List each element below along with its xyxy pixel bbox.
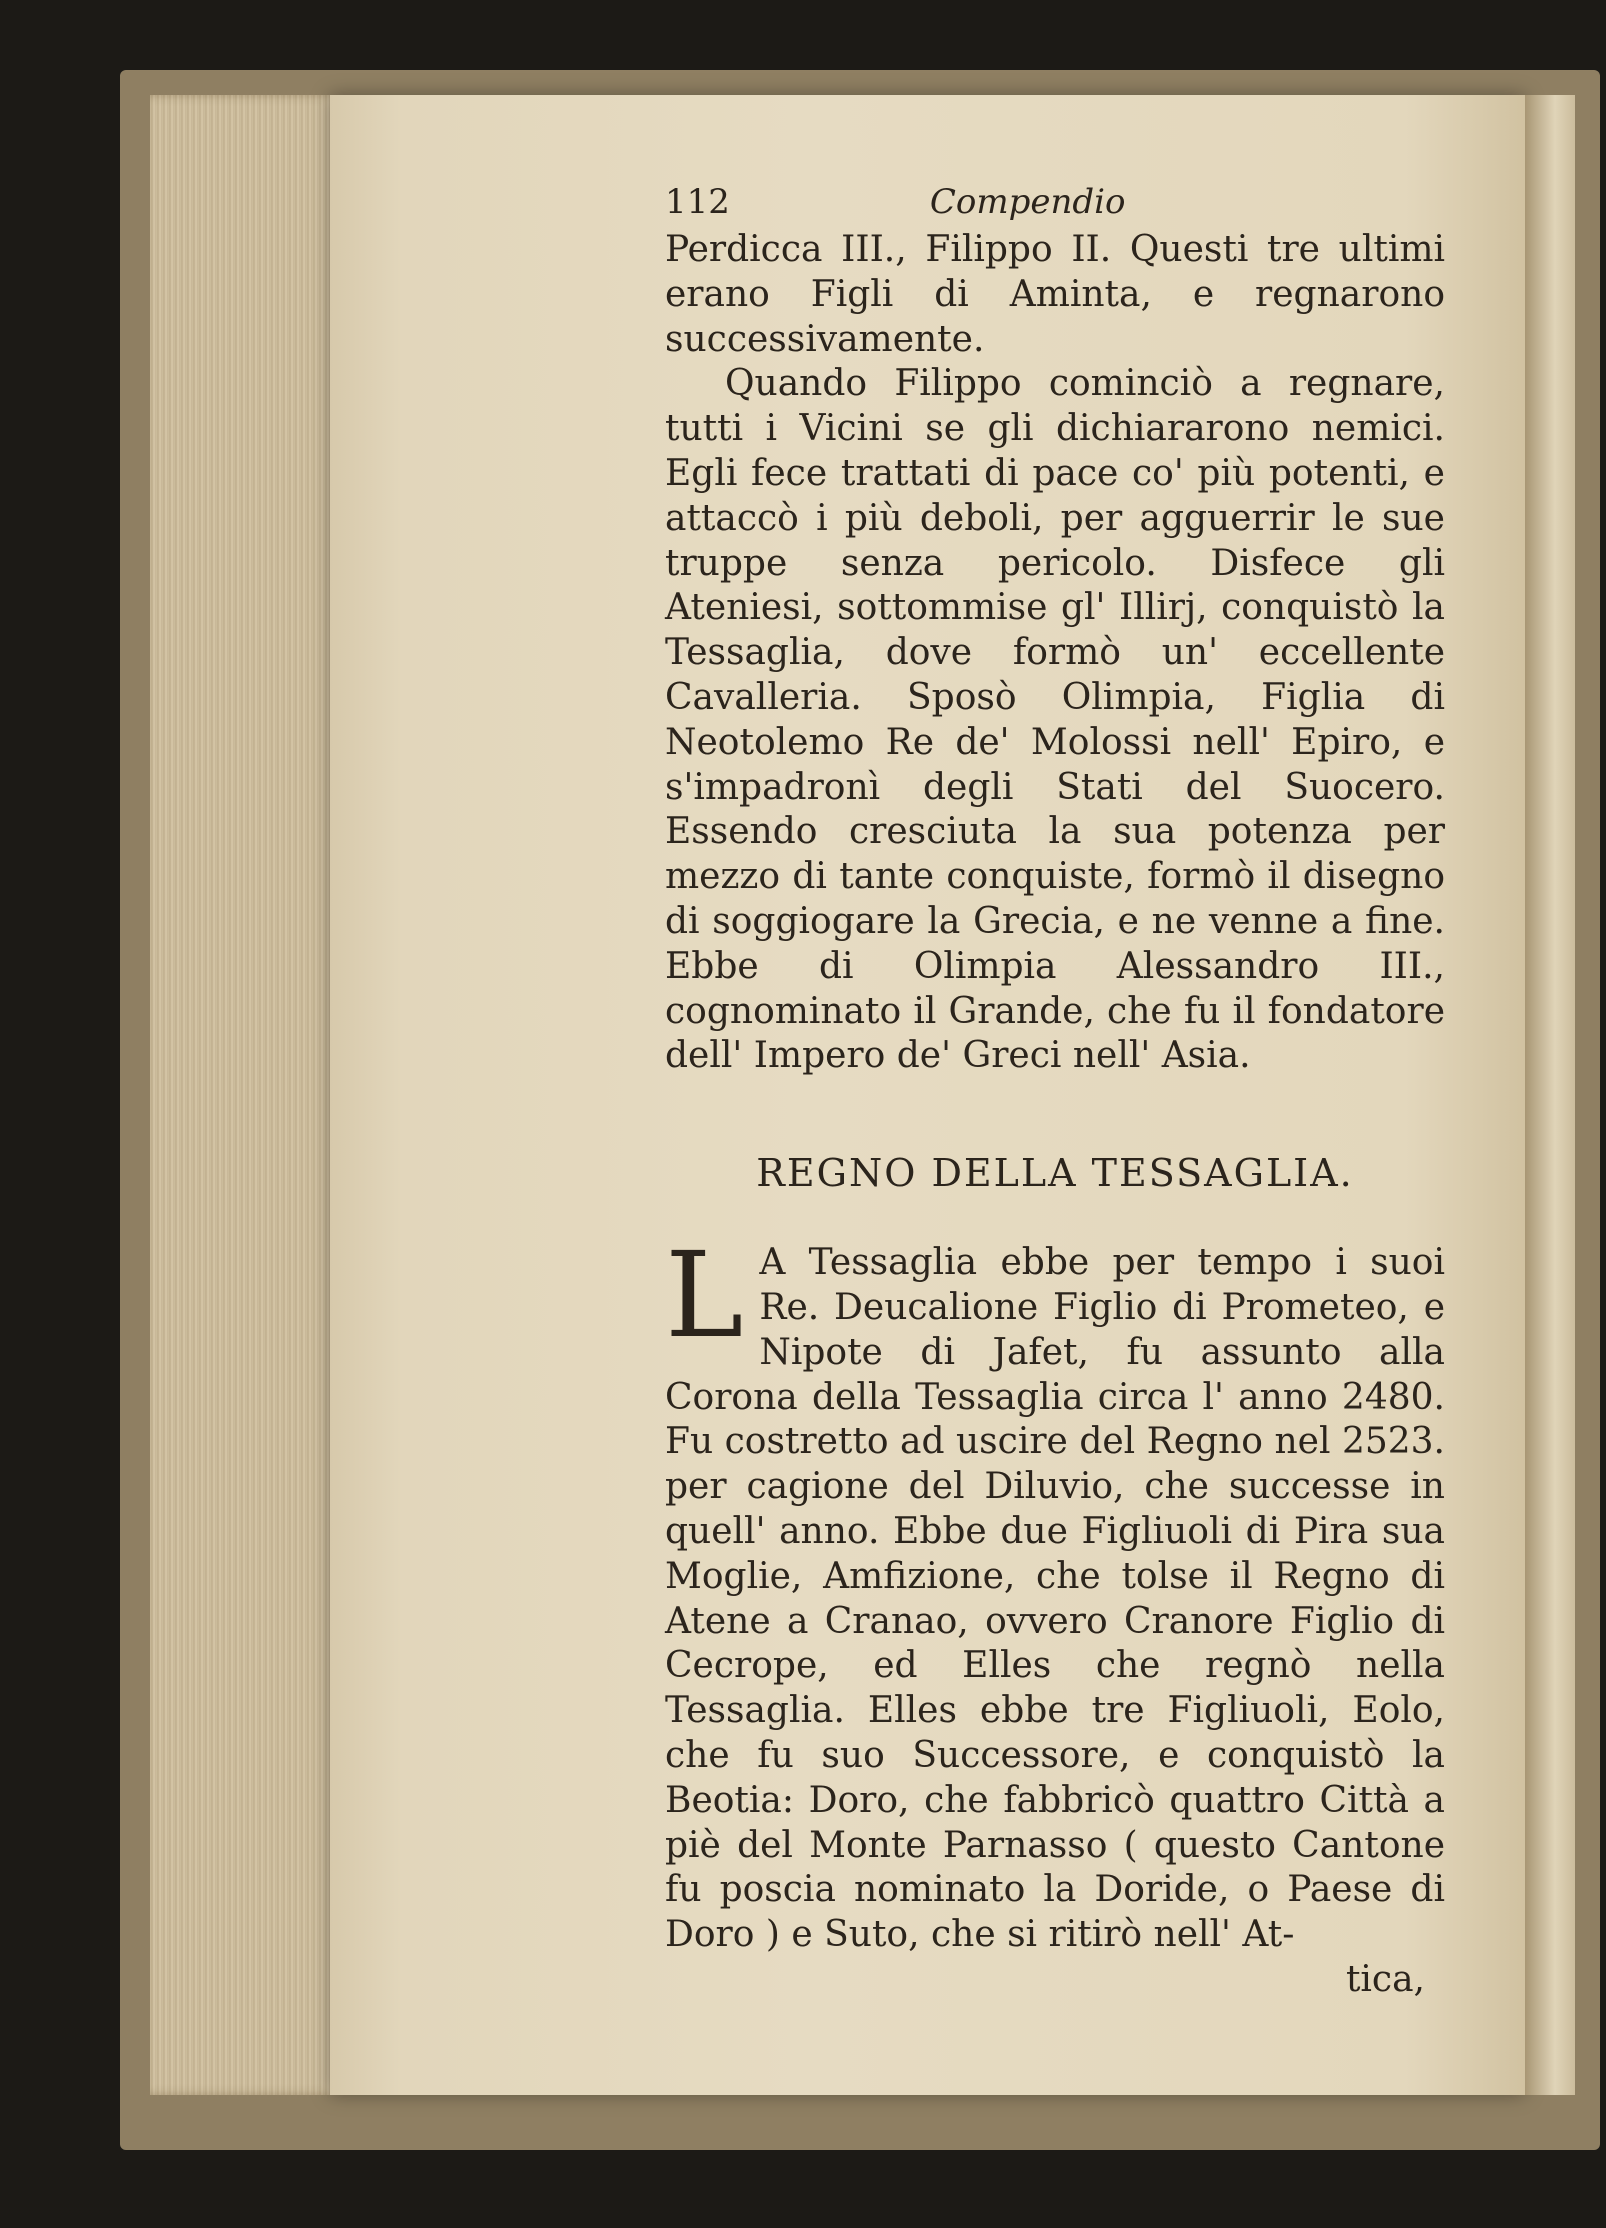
section-heading: REGNO DELLA TESSAGLIA. bbox=[756, 1151, 1354, 1196]
paragraph-3-text: A Tessaglia ebbe per tempo i suoi Re. Deucalione Figlio di Prometeo, e Nipote di Jafet, fu assunto alla Corona della Tessaglia circa l' anno 2480. Fu costretto ad uscire del Regno nel 2523. per cagione del Diluvio, che successe in quell' anno. Ebbe due Figliuoli di Pira sua Moglie, Amfizione, che tolse il Regno di Atene a Cranao, ovvero Cranore Figlio di Cecrope, ed Elles che regnò nella Tessaglia. Elles ebbe tre Figliuoli, Eolo, che fu suo Successore, e conquistò la Beotia: Doro, che fabbricò quattro Città a piè del Monte Parnasso ( questo Cantone fu poscia nominato la Doride, o Paese di Doro ) e Suto, che si ritirò nell' At- bbox=[665, 1242, 1445, 1956]
catchword: tica, bbox=[1345, 1958, 1425, 2000]
paragraph-1: Perdicca III., Filippo II. Questi tre ultimi erano Figli di Aminta, e regnarono successivamente. bbox=[665, 229, 1445, 360]
facing-page-edge bbox=[1525, 95, 1575, 2095]
page-text bbox=[665, 180, 1445, 2003]
drop-cap: L bbox=[665, 1226, 744, 1365]
page-header bbox=[665, 180, 1445, 228]
page-edges bbox=[150, 95, 340, 2095]
running-title: Compendio bbox=[929, 182, 1126, 222]
paragraph-2: Quando Filippo cominciò a regnare, tutti i Vicini se gli dichiararono nemici. Egli fece trattati di pace co' più potenti, e attaccò i più deboli, per agguerrir le sue truppe senza pericolo. Disfece gli Ateniesi, sottommise gl' Illirj, conquistò la Tessaglia, dove formò un' eccellente Cavalleria. Sposò Olimpia, Figlia di Neotolemo Re de' Molossi nell' Epiro, e s'impadronì degli Stati del Suocero. Essendo cresciuta la sua potenza per mezzo di tante conquiste, formò il disegno di soggiogare la Grecia, e ne venne a fine. Ebbe di Olimpia Alessandro III., cognominato il Grande, che fu il fondatore dell' Impero de' Greci nell' Asia. bbox=[665, 363, 1445, 1077]
page-number: 112 bbox=[665, 182, 730, 222]
paragraph-3 bbox=[665, 1226, 1445, 1958]
